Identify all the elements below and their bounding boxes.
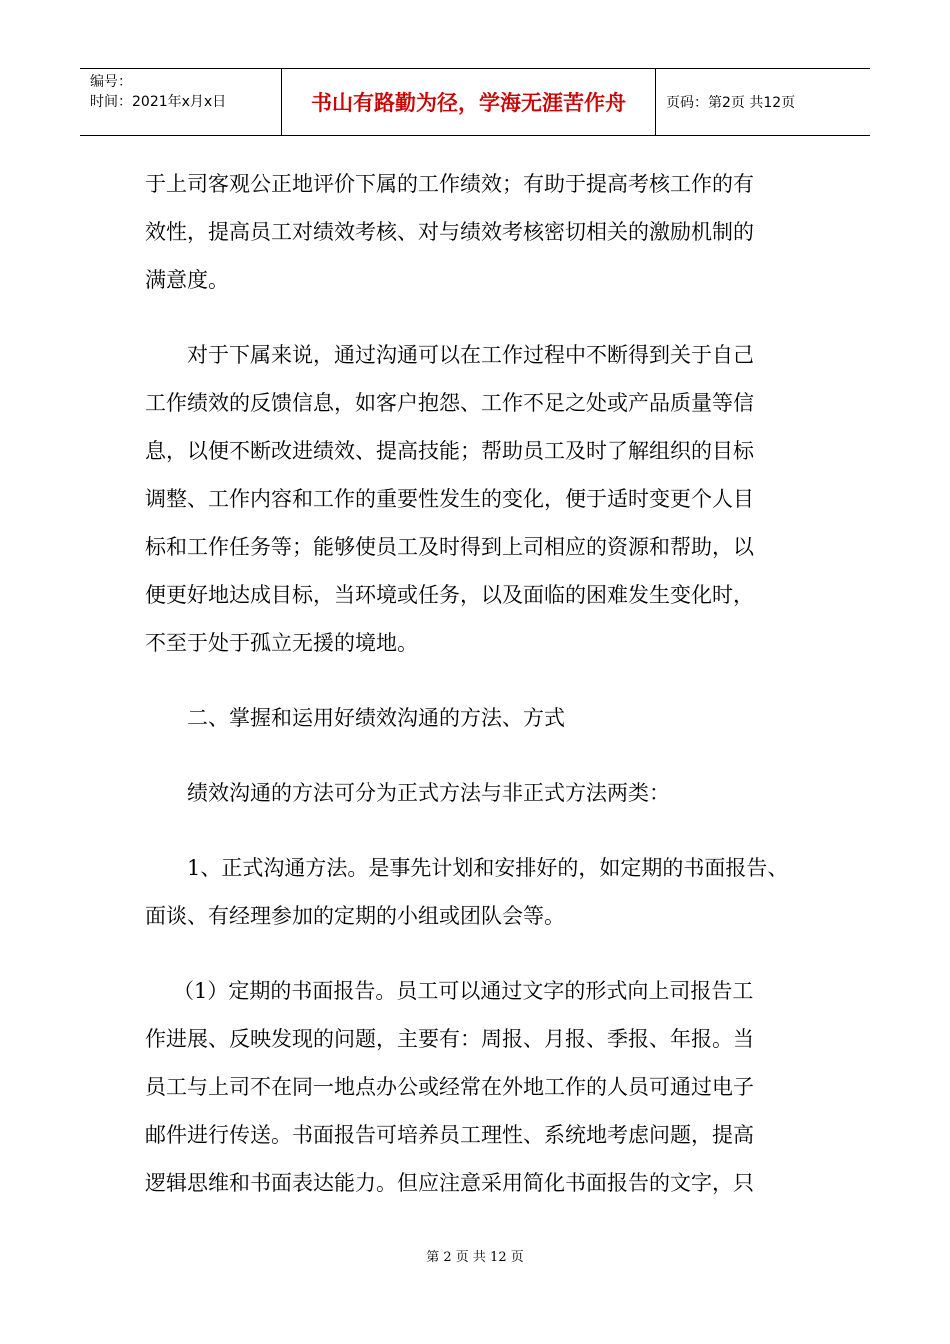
text-line: 调整、工作内容和工作的重要性发生的变化，便于适时变更个人目 [145,487,754,511]
text-line: 逻辑思维和书面表达能力。但应注意采用简化书面报告的文字，只 [145,1171,754,1195]
text-line: （1）定期的书面报告。员工可以通过文字的形式向上司报告工 [173,979,754,1003]
paragraph [145,160,815,304]
paragraph [145,769,815,817]
paragraph [145,844,815,940]
text-line: 对于下属来说，通过沟通可以在工作过程中不断得到关于自己 [187,343,754,367]
text-line: 1、正式沟通方法。是事先计划和安排好的，如定期的书面报告、 [187,856,789,880]
text-line: 标和工作任务等；能够使员工及时得到上司相应的资源和帮助，以 [145,535,754,559]
text-line: 绩效沟通的方法可分为正式方法与非正式方法两类： [187,781,670,805]
text-line: 便更好地达成目标，当环境或任务，以及面临的困难发生变化时， [145,583,754,607]
section-heading [145,694,815,742]
text-line: 工作绩效的反馈信息，如客户抱怨、工作不足之处或产品质量等信 [145,391,754,415]
page-header [80,68,870,136]
header-page-info: 页码：第2页 共12页 [666,95,796,111]
page-footer: 第 2 页 共 12 页 [426,1250,524,1265]
paragraph [145,331,815,667]
text-line: 不至于处于孤立无援的境地。 [145,631,418,655]
document-number-label: 编号： [90,74,132,90]
text-line: 邮件进行传送。书面报告可培养员工理性、系统地考虑问题，提高 [145,1123,754,1147]
text-line: 二、掌握和运用好绩效沟通的方法、方式 [187,706,565,730]
text-line: 息，以便不断改进绩效、提高技能；帮助员工及时了解组织的目标 [145,439,754,463]
paragraph [145,967,815,1207]
document-time-label: 时间：2021年x月x日 [90,94,227,110]
text-line: 满意度。 [145,268,229,292]
text-line: 于上司客观公正地评价下属的工作绩效；有助于提高考核工作的有 [145,172,754,196]
text-line: 效性，提高员工对绩效考核、对与绩效考核密切相关的激励机制的 [145,220,754,244]
document-body [145,160,815,1207]
text-line: 作进展、反映发现的问题，主要有：周报、月报、季报、年报。当 [145,1027,754,1051]
text-line: 面谈、有经理参加的定期的小组或团队会等。 [145,904,565,928]
header-meta [80,69,282,135]
text-line: 员工与上司不在同一地点办公或经常在外地工作的人员可通过电子 [145,1075,754,1099]
header-motto: 书山有路勤为径，学海无涯苦作舟 [282,69,656,135]
